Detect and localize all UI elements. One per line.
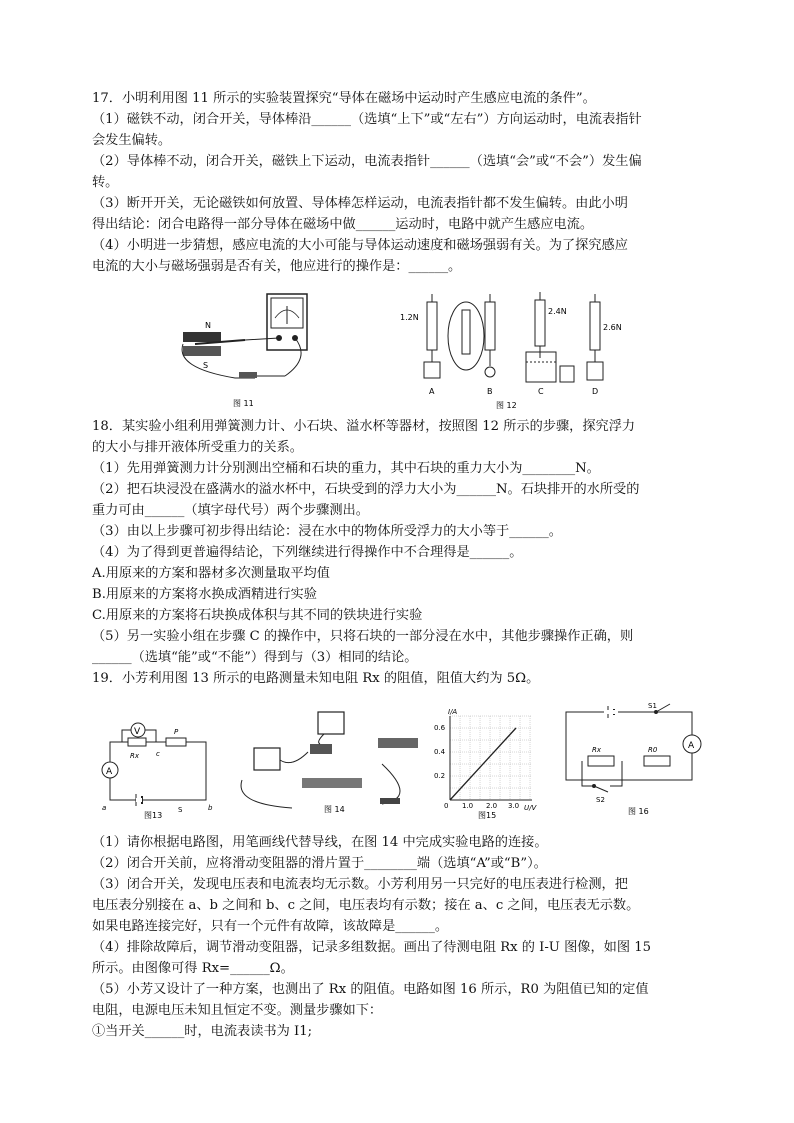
q17-line: （2）导体棒不动，闭合开关，磁铁上下运动，电流表指针______（选填“会”或“不会”）发生偏 [92,154,642,169]
fig12-label-c: C [538,387,544,396]
figure-16 [552,702,702,820]
fig13-label-b: b [208,804,213,812]
q19-line: 如果电路连接完好，只有一个元件有故障，该故障是______。 [92,919,449,934]
fig16-label-rx: Rx [592,746,602,754]
q19-line: 电阻，电源电压未知且恒定不变。测量步骤如下： [92,1003,383,1018]
fig15-origin: 0 [444,802,449,810]
q18-option: B.用原来的方案将水换成酒精进行实验 [92,587,317,602]
fig12-step-c [526,292,574,382]
q17-line: 会发生偏转。 [92,133,172,148]
fig12-step-b [448,294,495,377]
fig13-label-s: S [178,806,183,814]
q18-option: A.用原来的方案和器材多次测量取平均值 [92,566,330,581]
q19-line: 电压表分别接在 a、b 之间和 b、c 之间，电压表均有示数；接在 a、c 之间，电压表无示数。 [92,898,640,913]
q17-line: （3）断开开关，无论磁铁如何放置、导体棒怎样运动，电流表指针都不发生偏转。由此小明 [92,196,628,211]
q18-line: ______（选填“能”或“不能”）得到与（3）相同的结论。 [92,650,418,665]
fig16-label-s1: S1 [648,702,657,710]
q19-line: （5）小芳又设计了一种方案，也测出了 Rx 的阻值。电路如图 16 所示，R0 为阻值已知的定值 [92,982,649,997]
q19-stem: 19．小芳利用图 13 所示的电路测量未知电阻 Rx 的阻值，阻值大约为 5Ω。 [92,671,540,686]
fig16-caption: 图 16 [628,807,649,816]
fig12-reading-c: 2.4N [548,307,567,316]
q17-line: 得出结论：闭合电路得一部分导体在磁场中做______运动时，电路中就产生感应电流。 [92,217,594,232]
fig15-xtick: 1.0 [462,802,474,810]
q17-line: 转。 [92,175,119,190]
q19-line: （2）闭合开关前，应将滑动变阻器的滑片置于________端（选填“A”或“B”）。 [92,856,547,871]
fig15-ylabel: I/A [448,708,458,716]
fig13-label-rx: Rx [130,752,140,760]
fig15-xtick: 3.0 [508,802,520,810]
fig13-label-a-meter: A [106,767,113,777]
fig13-label-p: P [174,728,179,736]
fig13-label-v: V [134,727,141,737]
q18-option: C.用原来的方案将石块换成体积与其不同的铁块进行实验 [92,608,423,623]
fig12-label-b: B [487,387,493,396]
fig11-caption: 图 11 [233,399,254,408]
fig16-label-s2: S2 [596,796,605,804]
q18-line: 18．某实验小组利用弹簧测力计、小石块、溢水杯等器材，按照图 12 所示的步骤，探究浮力 [92,419,636,434]
fig15-xlabel: U/V [524,804,537,812]
figure-13 [92,720,222,820]
q17-line: 17．小明利用图 11 所示的实验装置探究“导体在磁场中运动时产生感应电流的条件”。 [92,91,596,106]
q19-line: （3）闭合开关，发现电压表和电流表均无示数。小芳利用另一只完好的电压表进行检测，把 [92,877,628,892]
q18-line: 重力可由______（填字母代号）两个步骤测出。 [92,503,369,518]
q17-line: 电流的大小与磁场强弱是否有关，他应进行的操作是：______。 [92,259,462,274]
fig15-caption: 图15 [478,811,497,820]
figure-12 [378,290,628,412]
q19-line: （1）请你根据电路图，用笔画线代替导线，在图 14 中完成实验电路的连接。 [92,835,548,850]
q17-line: （1）磁铁不动，闭合开关，导体棒沿______（选填“上下”或“左右”）方向运动时，电流表指针 [92,112,642,127]
figure-14 [232,708,432,820]
fig13-label-c: c [156,750,160,758]
fig12-caption: 图 12 [496,401,517,410]
figure-15 [432,708,542,820]
q17-line: （4）小明进一步猜想，感应电流的大小可能与导体运动速度和磁场强弱有关。为了探究感应 [92,238,628,253]
fig11-label-s: S [203,361,209,370]
fig13-caption: 图13 [144,811,163,820]
figure-11 [175,288,325,410]
fig12-step-d [587,294,603,380]
q18-line: 的大小与排开液体所受重力的关系。 [92,440,303,455]
fig16-label-a: A [688,741,695,751]
fig15-ytick: 0.6 [434,724,446,732]
fig12-label-d: D [592,387,599,396]
q19-line: ①当开关______时，电流表读书为 I1; [92,1024,313,1039]
q18-line: （3）由以上步骤可初步得出结论：浸在水中的物体所受浮力的大小等于______。 [92,524,562,539]
q19-line: （4）排除故障后，调节滑动变阻器，记录多组数据。画出了待测电阻 Rx 的 I-U 图像，如图 15 [92,940,652,955]
q19-line: 所示。由图像可得 Rx=______Ω。 [92,961,294,976]
fig11-label-n: N [205,321,211,330]
fig12-reading-a: 1.2N [400,313,419,322]
q18-line: （1）先用弹簧测力计分别测出空桶和石块的重力，其中石块的重力大小为________N。 [92,461,600,476]
fig15-ytick: 0.4 [434,748,446,756]
q18-line: （4）为了得到更普遍得结论，下列继续进行得操作中不合理得是______。 [92,545,523,560]
q18-line: （2）把石块浸没在盛满水的溢水杯中，石块受到的浮力大小为______N。石块排开的水所受的 [92,482,640,497]
fig15-xtick: 2.0 [486,802,498,810]
q18-line: （5）另一实验小组在步骤 C 的操作中，只将石块的一部分浸在水中，其他步骤操作正确，则 [92,629,634,644]
fig15-ytick: 0.2 [434,772,446,780]
fig14-caption: 图 14 [324,805,345,814]
fig12-reading-d: 2.6N [603,323,622,332]
fig12-label-a: A [429,387,435,396]
fig13-label-a: a [102,804,107,812]
fig12-step-a [424,294,440,378]
fig16-label-r0: R0 [648,746,658,754]
